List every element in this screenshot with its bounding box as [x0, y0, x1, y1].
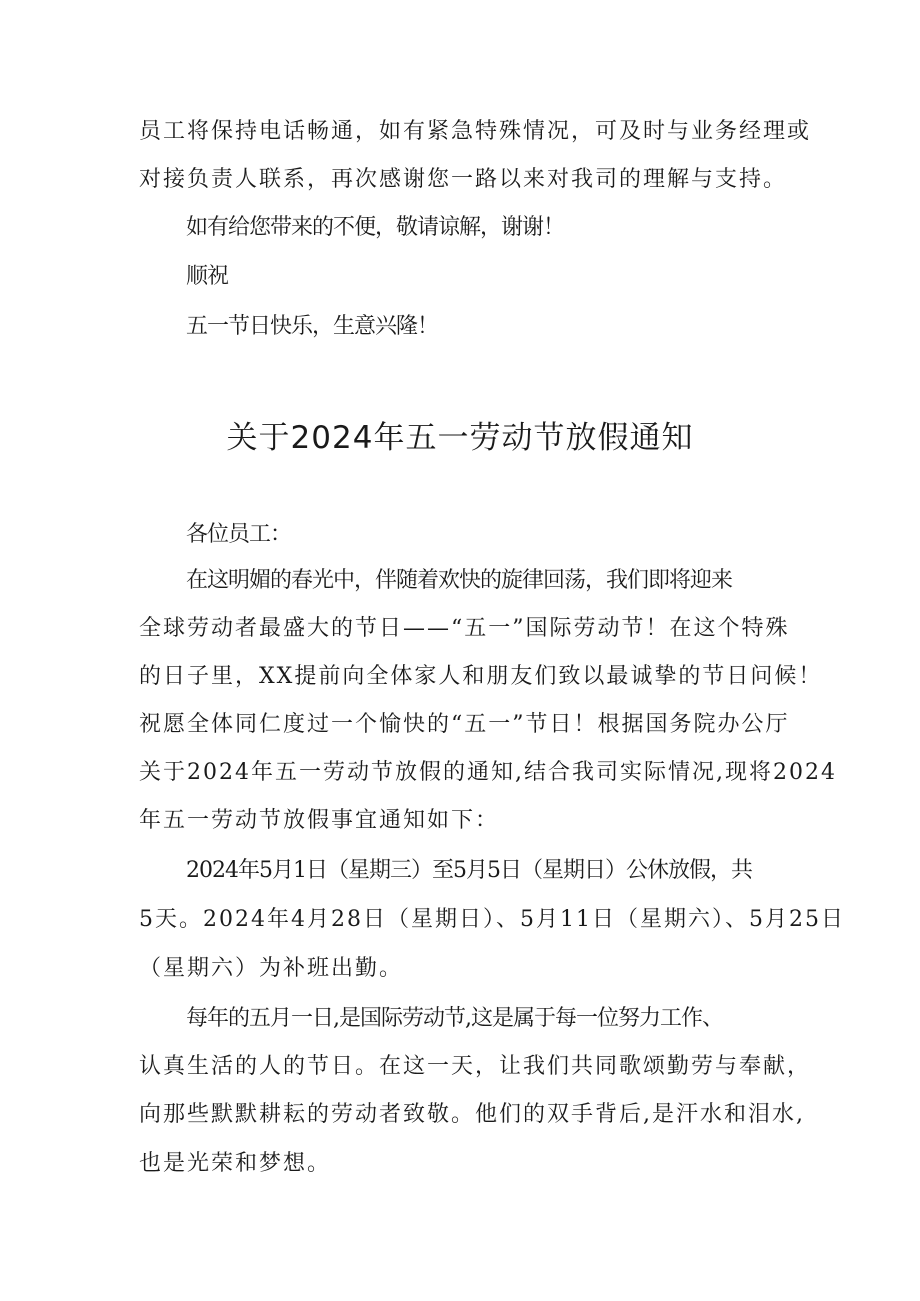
paragraph3-line-3: 向那些默默耕耘的劳动者致敬。他们的双手背后,是汗水和泪水, — [139, 1102, 805, 1127]
wishes-line: 五一节日快乐，生意兴隆！ — [186, 314, 439, 339]
paragraph3-line-1: 每年的五月一日,是国际劳动节,这是属于每一位努力工作、 — [186, 1006, 723, 1031]
paragraph3-line-2: 认真生活的人的节日。在这一天，让我们共同歌颂勤劳与奉献， — [139, 1054, 812, 1079]
paragraph1-line-2: 全球劳动者最盛大的节日——“五一”国际劳动节！在这个特殊 — [139, 616, 790, 641]
paragraph2-line-2: 5天。2024年4月28日（星期日）、5月11日（星期六）、5月25日 — [139, 907, 845, 932]
paragraph1-line-1: 在这明媚的春光中，伴随着欢快的旋律回荡，我们即将迎来 — [186, 568, 733, 593]
paragraph2-line-3: （星期六）为补班出勤。 — [139, 956, 404, 981]
paragraph1-line-6: 年五一劳动节放假事宜通知如下： — [139, 808, 500, 833]
apology-line: 如有给您带来的不便，敬请谅解，谢谢！ — [186, 215, 565, 240]
paragraph2-line-1: 2024年5月1日（星期三）至5月5日（星期日）公休放假，共 — [186, 858, 752, 883]
paragraph3-line-4: 也是光荣和梦想。 — [139, 1151, 332, 1176]
letter-line-2: 对接负责人联系，再次感谢您一路以来对我司的理解与支持。 — [139, 167, 788, 192]
paragraph1-line-5: 关于2024年五一劳动节放假的通知,结合我司实际情况,现将2024 — [139, 760, 837, 785]
closing-line: 顺祝 — [186, 264, 229, 289]
notice-title: 关于2024年五一劳动节放假通知 — [226, 420, 694, 456]
salutation: 各位员工： — [186, 522, 292, 547]
paragraph1-line-4: 祝愿全体同仁度过一个愉快的“五一”节日！根据国务院办公厅 — [139, 712, 790, 737]
letter-line-1: 员工将保持电话畅通，如有紧急特殊情况，可及时与业务经理或 — [139, 119, 812, 144]
paragraph1-line-3: 的日子里，XX提前向全体家人和朋友们致以最诚挚的节日问候！ — [139, 664, 823, 689]
